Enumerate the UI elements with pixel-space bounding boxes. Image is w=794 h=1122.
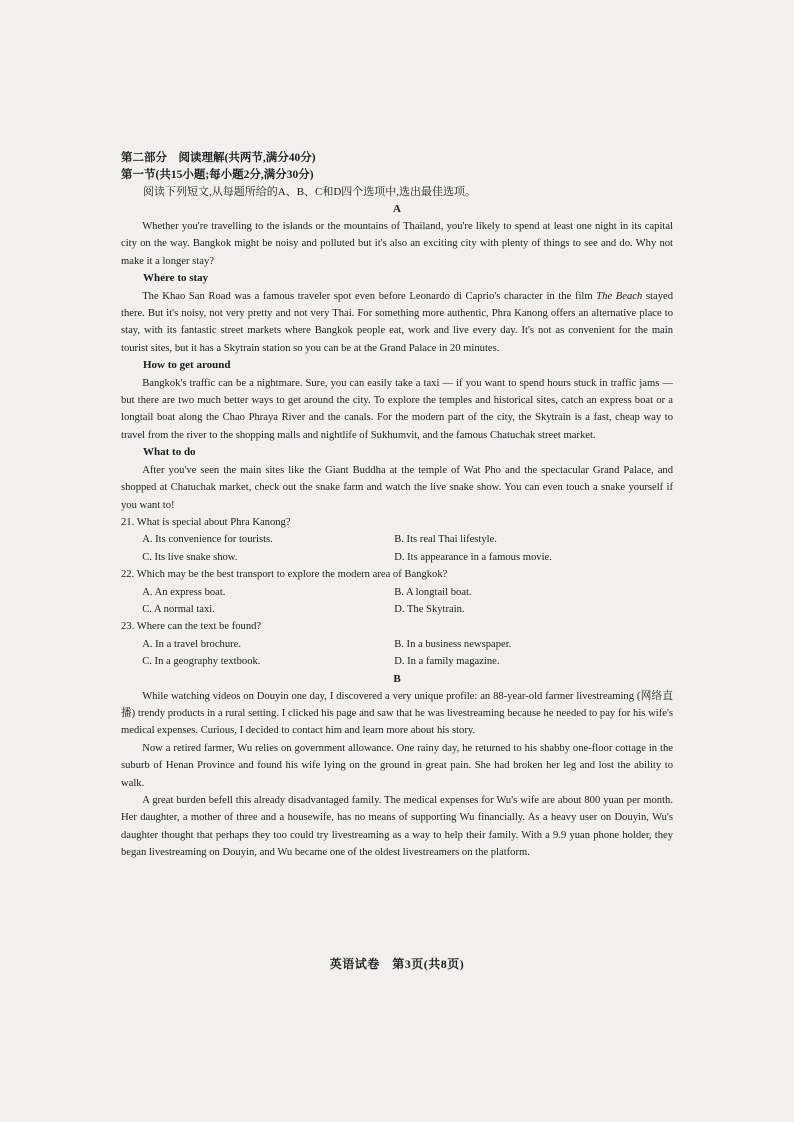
passage-b-paragraph-1: While watching videos on Douyin one day, I discovered a very unique profile: an 88-year-old farmer livestreaming (网络直播) trendy products in a rural setting. I clicked his page and saw that he was livestreaming because he needed to pay for his wife's medical expenses. Curious, I decided to contact him and learn more about his story. xyxy=(121,690,673,737)
film-title: The Beach xyxy=(596,290,643,302)
section-subtitle: 第一节(共15小题;每小题2分,满分30分) xyxy=(121,169,314,181)
passage-a-paragraph-transport: Bangkok's traffic can be a nightmare. Sure, you can easily take a taxi — if you want to spend hours stuck in traffic jams — but there are two much better ways to get around the city. To explore the temples and historical sites, catch an express boat or a longtail boat along the Chao Phraya River and the canals. For the modern part of the city, the Skytrain is a fast, cheap way to travel from the river to the shopping malls and nightlife of Sukhumvit, and the famous Chatuchak street market. xyxy=(121,377,673,441)
option-c: C. Its live snake show. xyxy=(142,551,238,563)
passage-b-letter: B xyxy=(393,672,401,685)
question-stem: 22. Which may be the best transport to explore the modern area of Bangkok? xyxy=(121,569,448,581)
option-a: A. Its convenience for tourists. xyxy=(142,534,273,546)
subheading-what-to-do: What to do xyxy=(143,446,196,459)
question-stem: 21. What is special about Phra Kanong? xyxy=(121,516,291,528)
section-title: 第二部分 阅读理解(共两节,满分40分) xyxy=(121,152,316,164)
question-stem: 23. Where can the text be found? xyxy=(121,621,262,633)
option-b: B. Its real Thai lifestyle. xyxy=(394,534,497,546)
question-22 xyxy=(121,566,673,618)
option-a: A. An express boat. xyxy=(142,586,226,598)
option-b: B. In a business newspaper. xyxy=(394,638,512,650)
instructions: 阅读下列短文,从每题所给的A、B、C和D四个选项中,选出最佳选项。 xyxy=(143,186,477,198)
option-b: B. A longtail boat. xyxy=(394,586,472,598)
passage-b-paragraph-3: A great burden befell this already disadvantaged family. The medical expenses for Wu's wife are about 800 yuan per month. Her daughter, a mother of three and a housewife, has no means of supporting Wu financially. As a heavy user on Douyin, Wu's daughter thought that perhaps they too could try livestreaming as a way to help their family. With a 9.9 yuan phone holder, they began livestreaming on Douyin, and Wu became one of the oldest livestreamers on the platform. xyxy=(121,795,673,859)
page-content xyxy=(121,150,673,862)
text-span: stayed there. But it's noisy, not very pretty and not very Thai. For something more authentic, Phra Kanong offers an alternative place to stay, with its fantastic street markets where Bangkok people eat, work and live every day. It's not as convenient for the main tourist sites, but it has a Skytrain station so you can be at the Grand Palace in 20 minutes. xyxy=(121,290,673,354)
option-c: C. A normal taxi. xyxy=(142,603,215,615)
option-a: A. In a travel brochure. xyxy=(142,638,242,650)
option-d: D. In a family magazine. xyxy=(394,656,500,668)
text-span: The Khao San Road was a famous traveler spot even before Leonardo di Caprio's character in the film xyxy=(142,290,597,302)
passage-a-paragraph-activities: After you've seen the main sites like the Giant Buddha at the temple of Wat Pho and the spectacular Grand Palace, and shopped at Chatuchak market, check out the snake farm and watch the live snake show. You can even touch a snake yourself if you want to! xyxy=(121,464,673,511)
question-options xyxy=(121,636,673,671)
page-footer: 英语试卷 第3页(共8页) xyxy=(329,957,465,971)
passage-a-paragraph-stay xyxy=(121,288,673,358)
passage-a-intro: Whether you're travelling to the islands or the mountains of Thailand, you're likely to spend at least one night in its capital city on the way. Bangkok might be noisy and polluted but it's also an exciting city with plenty of things to see and do. Why not make it a longer stay? xyxy=(121,221,673,267)
subheading-get-around: How to get around xyxy=(143,359,231,372)
question-options xyxy=(121,531,673,566)
option-d: D. The Skytrain. xyxy=(394,603,465,615)
question-23 xyxy=(121,618,673,670)
option-c: C. In a geography textbook. xyxy=(142,656,261,668)
question-options xyxy=(121,584,673,619)
passage-a-letter: A xyxy=(393,203,401,215)
option-d: D. Its appearance in a famous movie. xyxy=(394,551,552,563)
question-21 xyxy=(121,514,673,566)
subheading-where-to-stay: Where to stay xyxy=(143,272,209,285)
passage-b-paragraph-2: Now a retired farmer, Wu relies on government allowance. One rainy day, he returned to his shabby one-floor cottage in the suburb of Henan Province and found his wife lying on the ground in great pain. She had broken her leg and lost the ability to walk. xyxy=(121,742,673,789)
